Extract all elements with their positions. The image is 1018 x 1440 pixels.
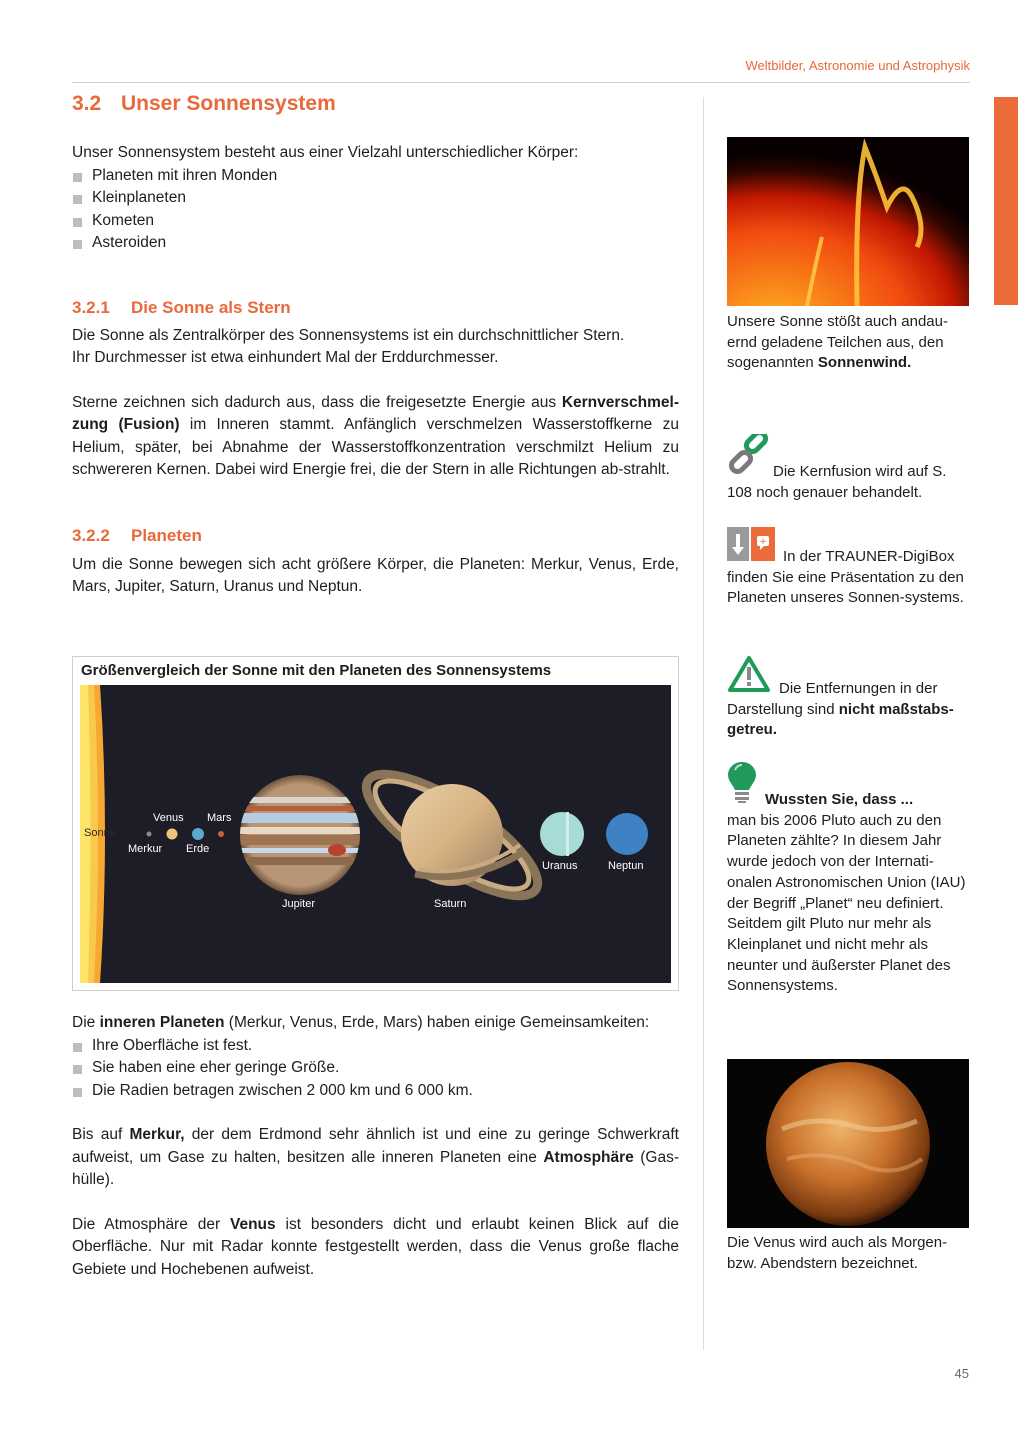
sun-caption [727,312,969,374]
warning-triangle-icon [727,655,771,700]
list-item: Ihre Oberfläche ist fest. [72,1035,679,1058]
venus-shape [167,829,178,840]
bold-term: Kernverschmel-zung (Fusion) [72,393,679,433]
warning-note [727,655,969,741]
bold-term: inneren Planeten [99,1014,225,1031]
planets-paragraph: Um die Sonne bewegen sich acht größere Körper, die Planeten: Merkur, Venus, Erde, Mars, Jupiter, Saturn, Uranus und Neptun. [72,555,679,595]
label-mars: Mars [207,812,232,824]
figure-canvas [80,685,671,983]
list-item: Asteroiden [72,232,679,255]
sun-paragraph-line1: Die Sonne als Zentralkörper des Sonnensystems ist ein durchschnittlicher Stern. [72,326,625,344]
list-item: Sie haben eine eher geringe Größe. [72,1057,679,1080]
tip-title: Wussten Sie, dass ... [765,791,914,808]
bold-term: Sonnenwind. [817,354,912,372]
section-number: 3.2 [72,92,102,115]
subsection-heading-planets [72,526,679,546]
merkur-paragraph [72,1124,679,1192]
text-run: Die [72,1014,100,1031]
merkur-shape [147,832,152,837]
cross-reference-text: Die Kernfusion wird auf S. 108 noch genauer behandelt. [727,463,947,501]
text-run: Die Entfernungen in der Darstellung sind [727,680,938,718]
column-divider [703,97,704,1350]
svg-text:+: + [759,537,767,547]
text-run: Sterne zeichnen sich dadurch aus, dass die freigesetzte Energie aus [72,393,562,411]
main-column-lower [72,1012,679,1281]
text-run: Die Atmosphäre der [72,1215,230,1233]
sun-paragraph-line2: Ihr Durchmesser ist etwa einhundert Mal der Erddurchmesser. [72,349,499,366]
sun-flare-photo [727,137,969,306]
erde-shape [192,828,204,840]
list-item: Kometen [72,210,679,233]
subsection-number: 3.2.1 [72,297,110,317]
subsection-title: Die Sonne als Stern [131,297,291,317]
label-erde: Erde [186,843,210,855]
list-item: Die Radien betragen zwischen 2 000 km und 6 000 km. [72,1080,679,1103]
running-head: Weltbilder, Astronomie und Astrophysik [745,58,970,73]
text-run: (Merkur, Venus, Erde, Mars) haben einige Gemeinsamkeiten: [224,1014,650,1031]
section-title: Unser Sonnensystem [121,92,336,115]
bold-term: Merkur, [129,1126,185,1143]
section-intro: Unser Sonnensystem besteht aus einer Vielzahl unterschiedlicher Körper: [72,144,579,161]
label-sonne: Sonne [84,827,116,839]
figure-title: Größenvergleich der Sonne mit den Planeten des Sonnensystems [81,662,552,679]
saturn-shape [351,754,618,953]
text-run: ist besonders dicht und erlaubt keinen Blick auf die Oberfläche. Nur mit Radar konnte festgestellt werden, dass die Venus große flache Gebiete und Hochebenen aufweist. [72,1215,679,1278]
sun-flare-image [727,137,969,306]
section-heading [72,92,679,124]
venus-caption [727,1233,969,1274]
text-run: im Inneren stammt. Anfänglich verschmelzen Wasserstoffkerne zu Helium, später, bei Abnahme der Wasserstoffkonzentration verschmilzt Helium zu schwereren Kernen. Dabei wird Energie frei, die der Stern in alle Richtungen ab-strahlt. [72,416,679,478]
list-item: Planeten mit ihren Monden [72,165,679,188]
main-column [72,92,679,599]
digibox-icon[interactable] [727,527,775,568]
did-you-know-box [727,760,969,997]
subsection-title: Planeten [131,525,202,545]
digibox-note [727,527,969,609]
label-saturn: Saturn [434,898,467,910]
cross-reference-note [727,434,969,503]
inner-planets-intro [72,1012,679,1035]
header-divider [72,82,970,83]
size-comparison-figure [72,656,679,991]
neptun-shape [606,813,648,855]
bold-term: Venus [229,1215,276,1233]
inner-planets-list [72,1035,679,1103]
subsection-heading-sun [72,298,679,318]
list-item: Kleinplaneten [72,187,679,210]
body-types-list [72,165,679,255]
bold-term: nicht maßstabs-getreu. [727,700,954,739]
venus-photo [727,1059,969,1228]
lightbulb-icon [727,760,757,811]
planets-illustration [80,685,671,983]
text-run: der dem Erdmond sehr ähnlich ist und eine zu geringe Schwerkraft aufweist, um Gase zu halten, besitzen alle inneren Planeten eine [72,1126,679,1166]
text-run: (Gas-hülle). [72,1148,679,1188]
page-number: 45 [954,1366,969,1381]
mars-shape [218,831,224,837]
label-uranus: Uranus [542,860,578,872]
tip-text: man bis 2006 Pluto auch zu den Planeten zählte? In diesem Jahr wurde jedoch von der Internati-onalen Astronomischen Union (IAU) der Begriff „Planet“ neu definiert. Seitdem gilt Pluto nur mehr als Kleinplanet und nicht mehr als neunter und äußerster Planet des Sonnensystems. [727,811,966,995]
chapter-tab-marker [994,97,1018,305]
venus-caption-text: Die Venus wird auch als Morgen-bzw. Abendstern bezeichnet. [727,1234,948,1272]
label-merkur: Merkur [128,843,163,855]
text-run: Bis auf [72,1126,130,1143]
uranus-shape [540,812,584,856]
bold-term: Atmosphäre [543,1148,634,1166]
venus-image [727,1059,969,1228]
fusion-paragraph [72,392,679,482]
digibox-text: In der TRAUNER-DigiBox finden Sie eine Präsentation zu den Planeten unseres Sonnen-systems. [727,548,964,607]
label-jupiter: Jupiter [282,898,316,910]
label-neptun: Neptun [608,860,644,872]
text-run: Unsere Sonne stößt auch andau-ernd geladene Teilchen aus, den sogenannten [727,313,948,372]
venus-paragraph [72,1214,679,1282]
chain-link-icon [727,434,769,483]
subsection-number: 3.2.2 [72,525,110,545]
label-venus: Venus [153,812,184,824]
jupiter-shape [238,775,362,895]
